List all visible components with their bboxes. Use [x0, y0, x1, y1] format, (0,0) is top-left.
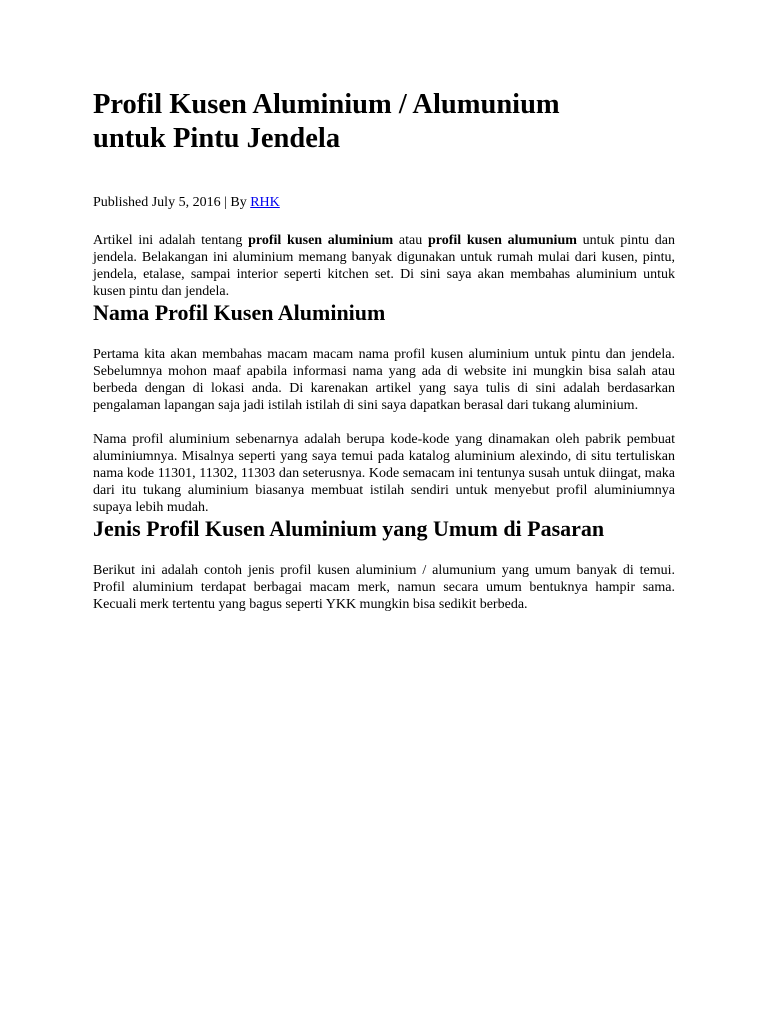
- document-page: [93, 88, 675, 613]
- section-heading-nama-profil: Nama Profil Kusen Aluminium: [93, 300, 386, 325]
- intro-bold-2: profil kusen alumunium: [427, 233, 577, 248]
- section-heading-jenis-profil: Jenis Profil Kusen Aluminium yang Umum di Pasaran: [93, 516, 605, 541]
- section1-paragraph-1: Pertama kita akan membahas macam macam nama profil kusen aluminium untuk pintu dan jendela. Sebelumnya mohon maaf apabila informasi nama yang ada di website ini mungkin bisa salah atau berbeda dengan di lokasi anda. Di karenakan artikel yang saya tulis di sini adalah berdasarkan pengalaman lapangan saja jadi istilah istilah di sini saya dapatkan berasal dari tukang aluminium.: [93, 347, 675, 413]
- intro-text-1: Artikel ini adalah tentang: [93, 233, 249, 248]
- section1-paragraph-2: Nama profil aluminium sebenarnya adalah berupa kode-kode yang dinamakan oleh pabrik pembuat aluminiumnya. Misalnya seperti yang saya temui pada katalog aluminium alexindo, di situ tertuliskan nama kode 11301, 11302, 11303 dan seterusnya. Kode semacam ini tentunya susah untuk diingat, maka dari itu tukang aluminium biasanya membuat istilah sendiri untuk menyebut profil aluminiumnya supaya lebih mudah.: [93, 432, 675, 515]
- intro-text-2: atau: [393, 233, 428, 248]
- intro-paragraph: [93, 232, 675, 300]
- publish-meta: [93, 194, 675, 211]
- section2-paragraph-1: Berikut ini adalah contoh jenis profil kusen aluminium / alumunium yang umum banyak di temui. Profil aluminium terdapat berbagai macam merk, namun secara umum bentuknya hampir sama. Kecuali merk tertentu yang bagus seperti YKK mungkin bisa sedikit berbeda.: [93, 563, 675, 612]
- published-label: Published July 5, 2016 | By: [93, 195, 251, 210]
- title-line-1: Profil Kusen Aluminium / Alumunium: [93, 89, 560, 120]
- article-title: [93, 88, 675, 156]
- title-line-2: untuk Pintu Jendela: [93, 123, 341, 154]
- intro-text-3: untuk pintu dan jendela. Belakangan ini aluminium memang banyak digunakan untuk rumah mulai dari kusen, pintu, jendela, etalase, sampai interior seperti kitchen set. Di sini saya akan membahas aluminium untuk kusen pintu dan jendela.: [93, 233, 675, 299]
- intro-bold-1: profil kusen aluminium: [248, 233, 394, 248]
- author-link[interactable]: RHK: [250, 195, 280, 210]
